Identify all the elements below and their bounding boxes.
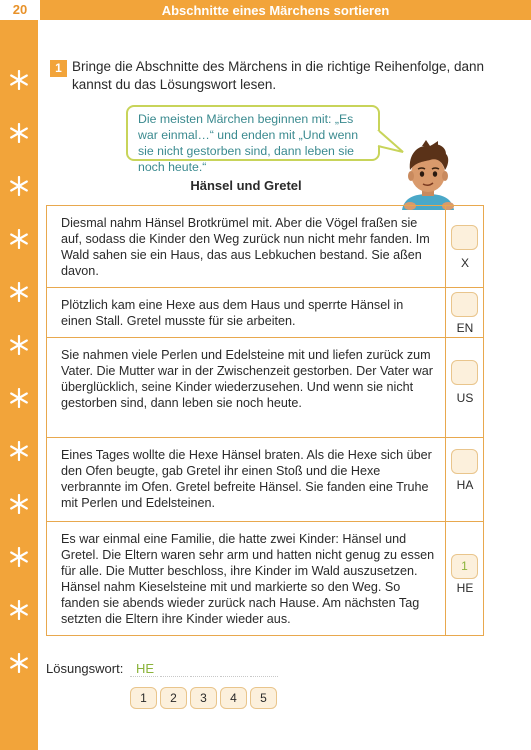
order-input-box[interactable]	[451, 292, 478, 317]
answer-cell	[445, 438, 483, 521]
section-text: Diesmal nahm Hänsel Brotkrümel mit. Aber die Vögel fraßen sie auf, sodass die Kinder den Weg zurück nun nicht mehr fanden. Im Wald sahen sie ein Haus, das aus Lebkuchen bestand. Sie aßen davon.	[61, 216, 430, 278]
solution-blank	[190, 676, 218, 677]
answer-cell	[445, 288, 483, 337]
star-icon	[9, 282, 29, 302]
boy-illustration	[392, 140, 464, 210]
story-title: Hänsel und Gretel	[190, 178, 302, 193]
star-icon	[9, 123, 29, 143]
task-instruction: Bringe die Abschnitte des Märchens in die richtige Reihenfolge, dann kannst du das Lösungswort lesen.	[72, 59, 485, 92]
order-input-box[interactable]: 1	[451, 554, 478, 579]
star-icon	[9, 494, 29, 514]
story-section-3	[47, 338, 483, 438]
story-table	[46, 205, 484, 636]
page-number: 20	[0, 0, 40, 20]
story-section-2	[47, 288, 483, 338]
story-section-5	[47, 522, 483, 635]
section-letters: X	[460, 256, 469, 270]
section-letters: HA	[456, 478, 474, 492]
task-number: 1	[50, 60, 67, 77]
page-title: Abschnitte eines Märchens sortieren	[161, 2, 390, 18]
star-icon	[9, 70, 29, 90]
star-icon	[9, 441, 29, 461]
story-section-4	[47, 438, 483, 522]
sidebar-decoration	[0, 20, 38, 750]
star-icon	[9, 600, 29, 620]
section-letters: US	[456, 391, 474, 405]
star-icon	[9, 335, 29, 355]
solution-number-box: 4	[220, 687, 247, 709]
order-input-box[interactable]	[451, 360, 478, 385]
section-letters: EN	[456, 321, 474, 335]
solution-value: HE	[136, 661, 155, 676]
solution-number-box: 1	[130, 687, 157, 709]
star-icon	[9, 388, 29, 408]
star-icon	[9, 176, 29, 196]
speech-bubble: Die meisten Märchen beginnen mit: „Es war einmal…“ und enden mit „Und wenn sie nicht gestorben sind, dann leben sie noch heute.“	[126, 105, 380, 161]
solution-blank	[220, 676, 248, 677]
solution-blank	[160, 676, 188, 677]
section-text: Plötzlich kam eine Hexe aus dem Haus und sperrte Hänsel in einen Stall. Gretel musste für sie arbeiten.	[61, 298, 404, 328]
page-header	[0, 0, 531, 20]
solution-blank	[250, 676, 278, 677]
solution-number-box: 5	[250, 687, 277, 709]
order-input-box[interactable]	[451, 449, 478, 474]
section-text: Sie nahmen viele Perlen und Edelsteine mit und liefen zurück zum Vater. Die Mutter war in der Zwischenzeit gestorben. Der Vater war überglücklich, seine Kinder wiederzusehen. Und wenn sie nicht gestorben sind, dann leben sie noch heute.	[61, 348, 433, 410]
section-text: Es war einmal eine Familie, die hatte zwei Kinder: Hänsel und Gretel. Die Eltern waren sehr arm und hatten nicht genug zu essen für alle. Die Mutter beschloss, ihre Kinder im Wald auszusetzen. Hänsel nahm Kieselsteine mit und markierte so den Weg. So fanden sie abends wieder zurück nach Hause. Am nächsten Tag setzten die Eltern ihre Kinder wieder aus.	[61, 532, 435, 626]
answer-cell	[445, 338, 483, 437]
story-section-1	[47, 206, 483, 288]
order-input-box[interactable]	[451, 225, 478, 250]
answer-cell	[445, 522, 483, 635]
section-text: Eines Tages wollte die Hexe Hänsel braten. Als die Hexe sich über den Ofen beugte, gab Gretel ihr einen Stoß und die Hexe verbrannte im Ofen. Gretel befreite Hänsel. Sie fanden eine Truhe mit Perlen und Edelsteinen.	[61, 448, 432, 510]
solution-number-box: 3	[190, 687, 217, 709]
section-letters: HE	[456, 581, 474, 595]
answer-cell	[445, 206, 483, 287]
solution-blank	[130, 676, 158, 677]
solution-number-box: 2	[160, 687, 187, 709]
star-icon	[9, 547, 29, 567]
star-icon	[9, 653, 29, 673]
solution-label: Lösungswort:	[46, 661, 124, 676]
star-icon	[9, 229, 29, 249]
